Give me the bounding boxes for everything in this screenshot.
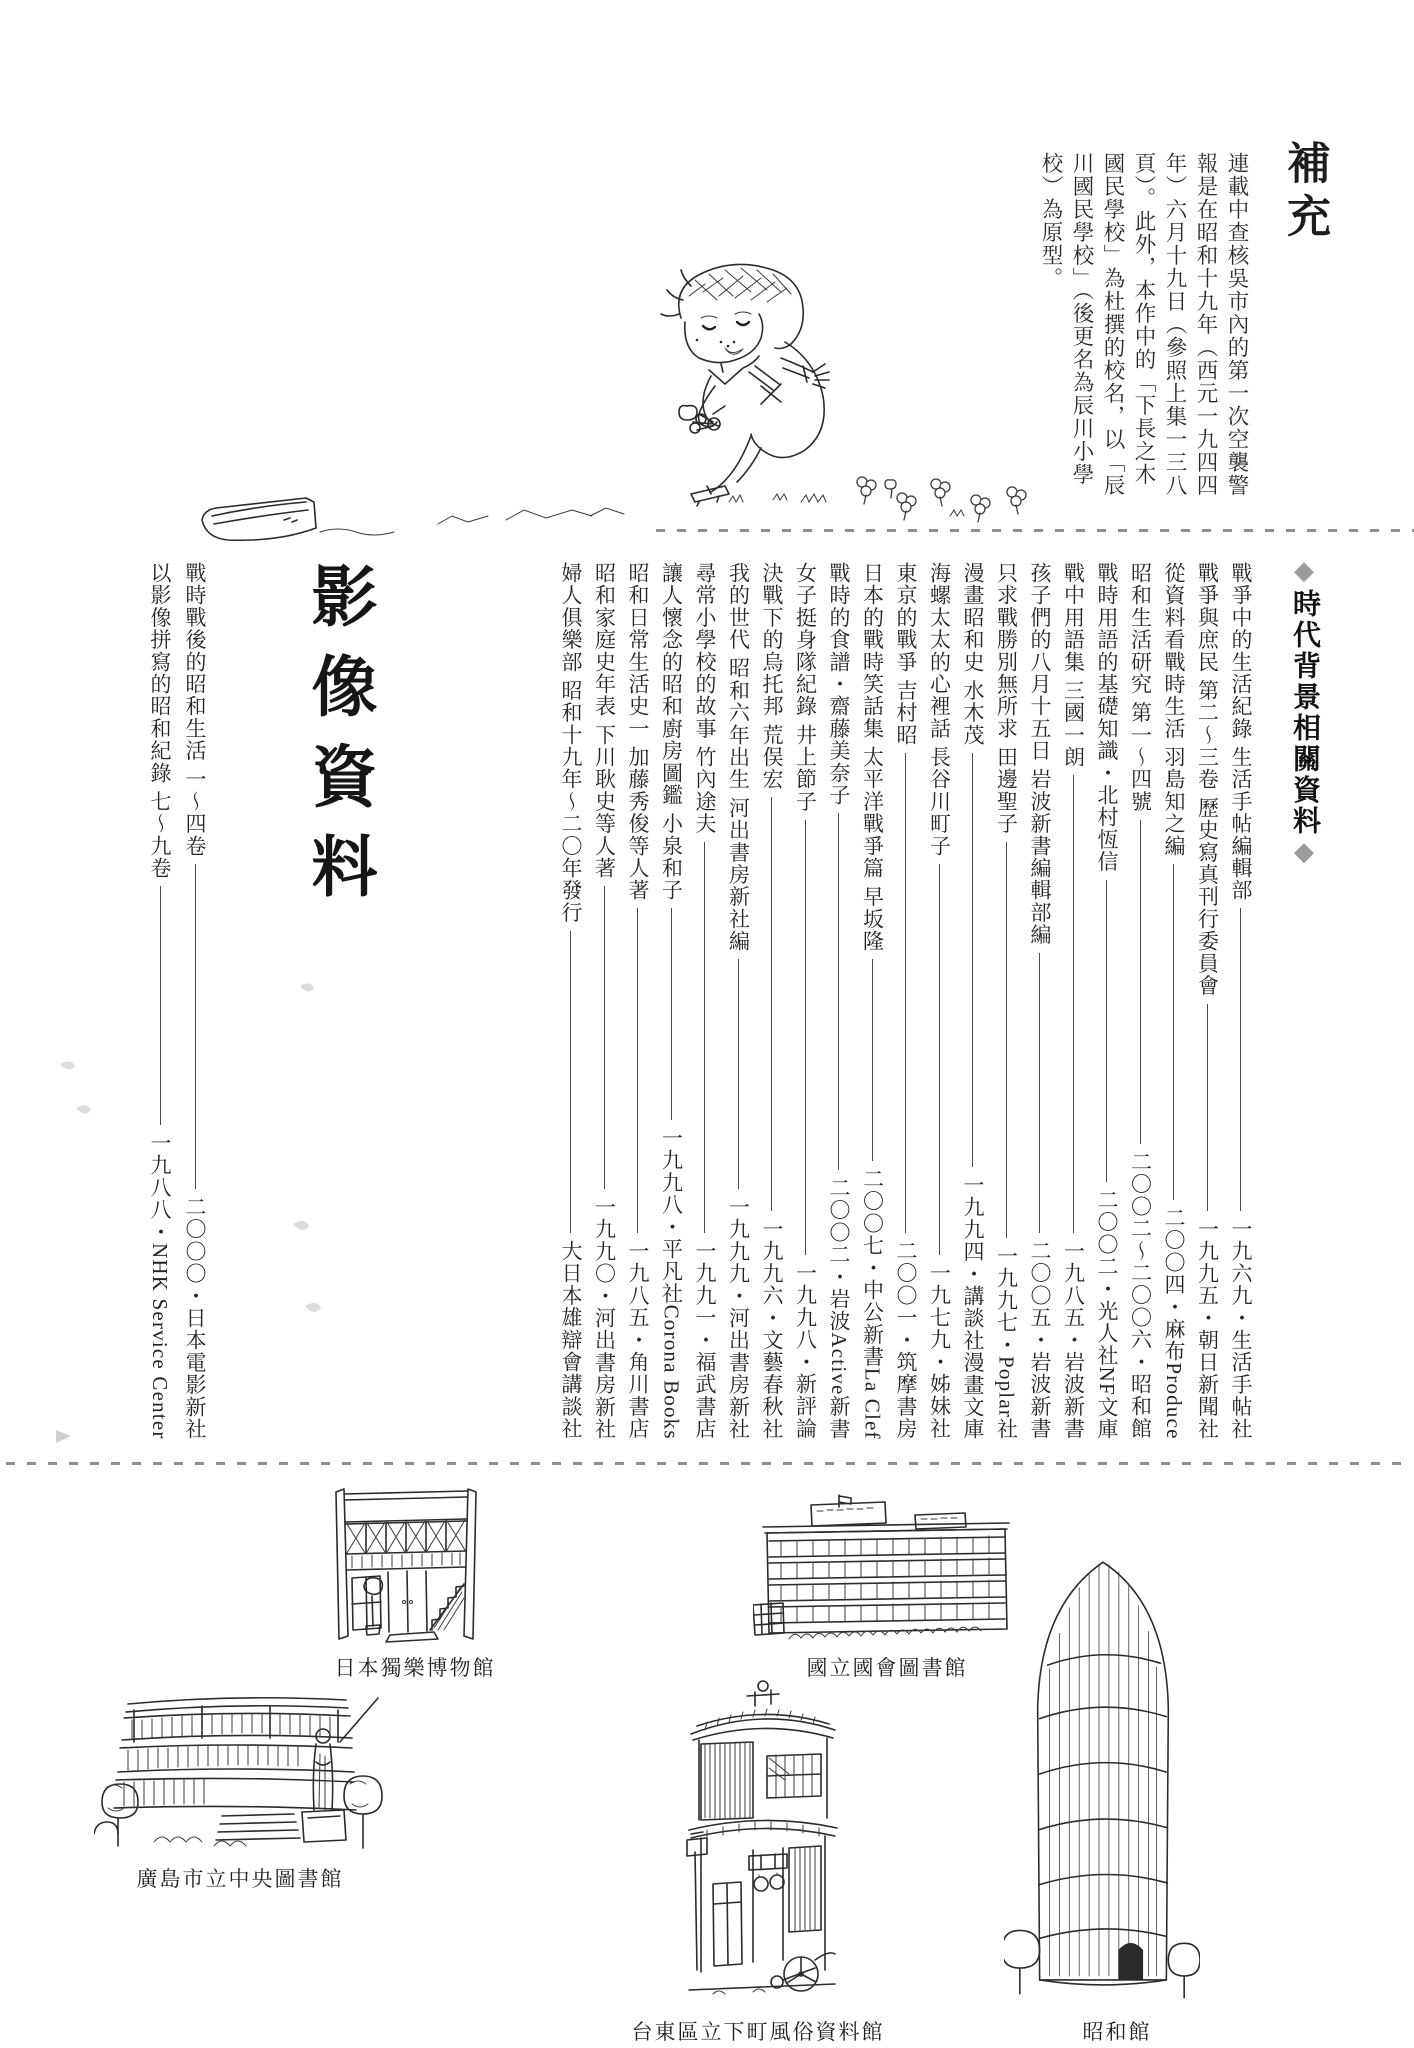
diamond-icon: ◆: [1290, 837, 1319, 870]
reference-entry: [989, 562, 1023, 1440]
reference-entry: [1157, 562, 1191, 1440]
leader-line: [855, 952, 889, 1168]
leader-line: [1190, 997, 1224, 1218]
book-publisher: 一九八五・角川書店: [626, 1240, 650, 1440]
leader-line: [755, 790, 789, 1218]
reference-entry: [855, 562, 889, 1440]
leader-line: [956, 746, 990, 1174]
leader-line: [721, 952, 755, 1195]
book-title: 昭和家庭史年表 下川耿史等人著: [592, 562, 617, 880]
book-publisher: 一九九八・平凡社Corona Books: [659, 1127, 684, 1440]
book-title: 東京的戰爭 吉村昭: [894, 562, 918, 747]
book-title: 海螺太太的心裡話 長谷川町子: [927, 562, 952, 858]
era-reference-list: [554, 562, 1258, 1440]
book-title: 決戰下的烏托邦 荒俣宏: [760, 562, 784, 791]
era-section-header: [1284, 556, 1324, 870]
book-publisher: 大日本雄辯會講談社: [559, 1240, 583, 1440]
book-publisher: 一九七九・姊妹社: [927, 1262, 952, 1440]
reference-entry: [755, 562, 789, 1440]
supplement-line: 報是在昭和十九年（西元一九四四: [1194, 152, 1218, 497]
shitamachi-museum-illustration: [683, 1672, 843, 2017]
reference-entry: [654, 562, 688, 1440]
supplement-line: 校）為原型。: [1039, 152, 1063, 290]
building-label: 日本獨樂博物館: [334, 1656, 496, 1680]
book-title: 戰爭中的生活紀錄 生活手帖編輯部: [1229, 562, 1253, 902]
book-title: 昭和日常生活史一 加藤秀俊等人著: [626, 562, 650, 902]
book-title: 讓人懷念的昭和廚房圖鑑 小泉和子: [659, 562, 684, 902]
leader-line: [1023, 946, 1057, 1240]
supplement-line: 連載中查核吳市內的第一次空襲警: [1225, 152, 1249, 497]
supplement-line: 頁）。此外，本作中的「下長之木: [1132, 152, 1156, 487]
reference-entry: [142, 562, 177, 1440]
clover-illustration: [850, 472, 1050, 530]
book-publisher: 二〇〇〇・日本電影新社: [183, 1195, 207, 1440]
book-publisher: 二〇〇四・麻布Produce: [1162, 1207, 1186, 1440]
book-title: 昭和生活研究 第一〜四號: [1128, 562, 1153, 813]
reference-entry: [621, 562, 655, 1440]
video-section-title: 影像資料: [301, 562, 374, 922]
era-section-title: 時代背景相關資料: [1289, 589, 1320, 837]
showakan-illustration: [1004, 1548, 1200, 2010]
koma-museum-illustration: [328, 1478, 486, 1646]
book-title: 戰時用語的基礎知識・北村恆信: [1095, 562, 1119, 873]
reference-entry: [721, 562, 755, 1440]
book-publisher: 二〇〇五・岩波新書: [1028, 1240, 1052, 1440]
leader-line: [1224, 901, 1258, 1218]
reference-entry: [177, 562, 212, 1440]
book-publisher: 一九八八・NHK Service Center: [148, 1132, 172, 1440]
reference-entry: [922, 562, 956, 1440]
book-publisher: 二〇〇二・岩波Active新書: [827, 1177, 851, 1440]
book-title: 女子挺身隊紀錄 井上節子: [793, 562, 818, 813]
supplement-line: 川國民學校」（後更名為辰川小學: [1070, 152, 1094, 487]
leader-line: [142, 879, 177, 1132]
leader-line: [922, 857, 956, 1262]
supplement-line: 國民學校」為杜撰的校名，以「辰: [1101, 152, 1125, 497]
leader-line: [1123, 813, 1157, 1152]
diet-library-illustration: [753, 1493, 1018, 1643]
reference-entry: [1056, 562, 1090, 1440]
book-title: 尋常小學校的故事 竹內途夫: [693, 562, 717, 835]
building-label: 台東區立下町風俗資料館: [631, 2020, 885, 2044]
leader-line: [989, 835, 1023, 1245]
book-title: 日本的戰時笑話集 太平洋戰爭篇 早坂隆: [860, 562, 885, 953]
book-publisher: 一九九五・朝日新聞社: [1195, 1218, 1220, 1440]
book-title: 孩子們的八月十五日 岩波新書編輯部編: [1028, 562, 1052, 946]
book-publisher: 二〇〇一・筑摩書房: [894, 1240, 918, 1440]
leader-line: [788, 813, 822, 1263]
reference-entry: [1023, 562, 1057, 1440]
book-publisher: 二〇〇七・中公新書La Clef: [860, 1168, 885, 1440]
building-label: 昭和館: [1082, 2020, 1152, 2044]
book-publisher: 一九九〇・河出書房新社: [592, 1195, 617, 1440]
leader-line: [889, 746, 923, 1240]
diamond-icon: ◆: [1290, 556, 1319, 589]
leader-line: [177, 857, 212, 1196]
book-title: 戰中用語集 三國一朗: [1061, 562, 1086, 769]
dashed-divider-top: [656, 529, 1414, 532]
leader-line: [688, 835, 722, 1240]
reference-entry: [1123, 562, 1157, 1440]
leader-line: [1056, 768, 1090, 1240]
book-title: 漫畫昭和史 水木茂: [961, 562, 985, 747]
book-publisher: 一九六九・生活手帖社: [1229, 1218, 1253, 1440]
book-title: 戰時戰後的昭和生活 一〜四卷: [183, 562, 207, 858]
reference-entry: [956, 562, 990, 1440]
reference-entry: [822, 562, 856, 1440]
book-publisher: 一九八五・岩波新書: [1061, 1240, 1086, 1440]
leader-line: [1157, 857, 1191, 1207]
running-child-illustration: [633, 256, 838, 508]
leader-line: [554, 924, 588, 1241]
building-label: 國立國會圖書館: [806, 1656, 968, 1680]
reference-entry: [554, 562, 588, 1440]
book-title: 從資料看戰時生活 羽島知之編: [1162, 562, 1186, 858]
book-publisher: 一九九六・文藝春秋社: [760, 1218, 784, 1440]
leader-line: [654, 901, 688, 1127]
book-title: 以影像拼寫的昭和紀錄 七〜九卷: [148, 562, 172, 880]
book-publisher: 一九九一・福武書店: [693, 1240, 717, 1440]
dashed-divider-bottom: [6, 1462, 1408, 1465]
book-title: 只求戰勝別無所求 田邊聖子: [994, 562, 1019, 835]
supplement-title: 補充: [1280, 140, 1329, 246]
book-title: 我的世代 昭和六年出生 河出書房新社編: [726, 562, 751, 953]
supplement-line: 年）六月十九日（參照上集一三八: [1163, 152, 1187, 497]
supplement-paragraph: [1035, 152, 1252, 514]
leader-line: [1090, 873, 1124, 1189]
boat-illustration: [188, 490, 668, 552]
reference-entry: [1224, 562, 1258, 1440]
reference-entry: [1190, 562, 1224, 1440]
reference-entry: [688, 562, 722, 1440]
video-reference-list: [142, 562, 212, 1440]
book-publisher: 一九九四・講談社漫畫文庫: [961, 1173, 985, 1440]
reference-entry: [788, 562, 822, 1440]
book-title: 婦人俱樂部 昭和十九年〜二〇年發行: [559, 562, 583, 924]
book-publisher: 一九九九・河出書房新社: [726, 1195, 751, 1440]
building-label: 廣島市立中央圖書館: [136, 1867, 344, 1891]
book-title: 戰爭與庶民 第二〜三卷 歷史寫真刊行委員會: [1195, 562, 1220, 997]
book-publisher: 二〇〇二〜二〇〇六・昭和館: [1128, 1151, 1153, 1440]
reference-entry: [587, 562, 621, 1440]
reference-entry: [1090, 562, 1124, 1440]
reference-entry: [889, 562, 923, 1440]
book-title: 戰時的食譜・齋藤美奈子: [827, 562, 851, 807]
leader-line: [621, 901, 655, 1240]
leader-line: [822, 806, 856, 1177]
hiroshima-library-illustration: [94, 1684, 386, 1862]
book-publisher: 一九九七・Poplar社: [994, 1244, 1019, 1440]
book-publisher: 一九九八・新評論: [793, 1262, 818, 1440]
leader-line: [587, 879, 621, 1196]
book-publisher: 二〇〇二・光人社NF文庫: [1095, 1188, 1119, 1440]
